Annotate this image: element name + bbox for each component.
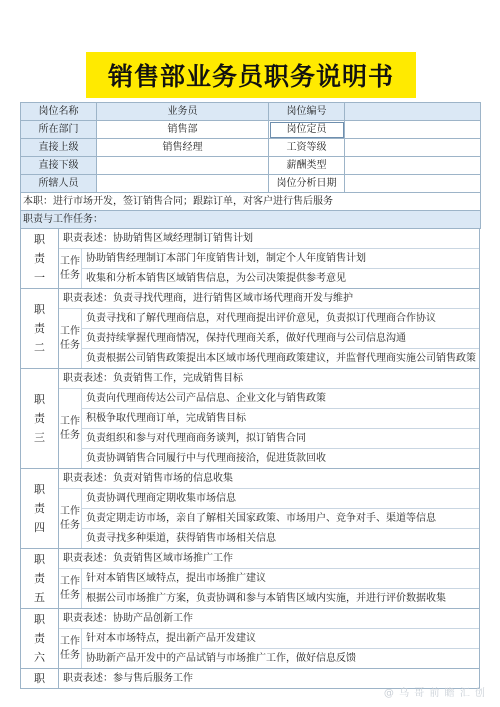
duty-block xyxy=(20,369,480,469)
duty-char: 职 xyxy=(34,613,45,626)
duty-description: 职责表述：负责对销售市场的信息收集 xyxy=(59,469,479,489)
pay-type-value xyxy=(345,157,481,175)
task-item: 负责根据公司销售政策提出本区域市场代理商政策建议，并监督代理商实施公司销售政策 xyxy=(86,353,476,364)
headcount-value xyxy=(345,121,481,139)
duty-char: 四 xyxy=(34,521,45,534)
duty-char: 六 xyxy=(34,651,45,664)
superior-value: 销售经理 xyxy=(97,139,269,157)
work-label: 工作 xyxy=(60,415,80,427)
duty-description: 职责表述：协助产品创新工作 xyxy=(59,609,479,629)
pay-type-label: 薪酬类型 xyxy=(269,157,345,175)
task-tag xyxy=(59,389,82,468)
page-title: 销售部业务员职务说明书 xyxy=(107,62,394,91)
position-code-label: 岗位编号 xyxy=(269,103,345,121)
task-item: 负责定期走访市场，亲自了解相关国家政策、市场用户、竞争对手、渠道等信息 xyxy=(82,509,479,529)
task-item: 积极争取代理商订单，完成销售目标 xyxy=(82,409,479,429)
analysis-date-label: 岗位分析日期 xyxy=(269,175,345,193)
position-code-value xyxy=(345,103,481,121)
task-tag xyxy=(59,489,82,548)
subordinate-value xyxy=(97,157,269,175)
position-name-label: 岗位名称 xyxy=(21,103,97,121)
watermark: @ 乌 哥 前 瞻 汇 创 xyxy=(383,688,486,699)
work-label: 工作 xyxy=(60,255,80,267)
duty-char: 三 xyxy=(34,431,45,444)
task-label: 任务 xyxy=(60,429,80,441)
duty-label xyxy=(21,669,59,688)
duty-char: 职 xyxy=(34,393,45,406)
duties-heading-row xyxy=(21,211,481,229)
task-item: 负责协调代理商定期收集市场信息 xyxy=(82,489,479,509)
duty-description: 职责表述：负责销售工作，完成销售目标 xyxy=(59,369,479,389)
info-table xyxy=(20,102,481,229)
task-item: 协助销售经理制订本部门年度销售计划，制定个人年度销售计划 xyxy=(82,249,479,269)
salary-grade-label: 工资等级 xyxy=(269,139,345,157)
duty-char: 责 xyxy=(34,412,45,425)
task-label: 任务 xyxy=(60,589,80,601)
task-item: 负责持续掌握代理商情况，保持代理商关系，做好代理商与公司信息沟通 xyxy=(82,329,479,349)
duty-char: 责 xyxy=(34,572,45,585)
task-label: 任务 xyxy=(60,649,80,661)
task-item: 针对本销售区域特点，提出市场推广建议 xyxy=(82,569,479,589)
salary-grade-value xyxy=(345,139,481,157)
duty-description: 职责表述：负责销售区域市场推广工作 xyxy=(59,549,479,569)
task-item: 针对本市场特点，提出新产品开发建议 xyxy=(82,629,479,649)
duty-char: 职 xyxy=(34,303,45,316)
task-label: 任务 xyxy=(60,269,80,281)
duty-char: 五 xyxy=(34,591,45,604)
task-item: 协助新产品开发中的产品试销与市场推广工作，做好信息反馈 xyxy=(86,653,356,664)
duty-char: 职 xyxy=(34,233,45,246)
task-tag xyxy=(59,309,82,368)
info-row xyxy=(21,139,481,157)
staff-value xyxy=(97,175,269,193)
header-row xyxy=(21,103,481,121)
task-item: 负责组织和参与对代理商商务谈判，拟订销售合同 xyxy=(82,429,479,449)
task-item: 负责向代理商传达公司产品信息、企业文化与销售政策 xyxy=(82,389,479,409)
duty-char: 责 xyxy=(34,502,45,515)
info-row xyxy=(21,157,481,175)
duty-char: 职 xyxy=(34,483,45,496)
task-item: 负责协调销售合同履行中与代理商接洽，促进货款回收 xyxy=(86,453,326,464)
position-name-value: 业务员 xyxy=(97,103,269,121)
superior-label: 直接上级 xyxy=(21,139,97,157)
duty-label xyxy=(21,549,59,608)
duty-char: 一 xyxy=(34,271,45,284)
duty-block xyxy=(20,609,480,669)
task-item: 负责寻找多种渠道，获得销售市场相关信息 xyxy=(86,533,276,544)
task-label: 任务 xyxy=(60,339,80,351)
task-tag xyxy=(59,569,82,608)
duty-block xyxy=(20,469,480,549)
duty-block xyxy=(20,549,480,609)
duty-char: 职 xyxy=(34,553,45,566)
duty-summary: 本职：进行市场开发，签订销售合同；跟踪订单，对客户进行售后服务 xyxy=(21,193,481,211)
task-item: 根据公司市场推广方案，负责协调和参与本销售区域内实施，并进行评价数据收集 xyxy=(86,593,446,604)
work-label: 工作 xyxy=(60,505,80,517)
duty-label xyxy=(21,609,59,668)
duty-char: 责 xyxy=(34,252,45,265)
info-row xyxy=(21,121,481,139)
duties-heading: 职责与工作任务： xyxy=(21,211,481,229)
duty-label xyxy=(21,469,59,548)
duty-block xyxy=(20,289,480,369)
task-label: 任务 xyxy=(60,519,80,531)
duty-char: 二 xyxy=(34,341,45,354)
duty-description: 职责表述：负责寻找代理商，进行销售区域市场代理商开发与维护 xyxy=(59,289,479,309)
summary-row xyxy=(21,193,481,211)
task-item: 收集和分析本销售区域销售信息，为公司决策提供参考意见 xyxy=(86,273,346,284)
department-value: 销售部 xyxy=(97,121,269,139)
duty-block xyxy=(20,229,480,289)
staff-label: 所辖人员 xyxy=(21,175,97,193)
task-tag xyxy=(59,629,82,668)
duty-description: 职责表述：参与售后服务工作 xyxy=(63,673,193,684)
department-label: 所在部门 xyxy=(21,121,97,139)
duty-label xyxy=(21,369,59,468)
analysis-date-value xyxy=(345,175,481,193)
duty-description: 职责表述：协助销售区域经理制订销售计划 xyxy=(59,229,479,249)
duty-char: 责 xyxy=(34,322,45,335)
task-tag xyxy=(59,249,82,288)
job-description-sheet xyxy=(20,102,480,689)
duty-label xyxy=(21,289,59,368)
headcount-label: 岗位定员 xyxy=(269,121,345,139)
title-banner xyxy=(86,52,416,98)
work-label: 工作 xyxy=(60,635,80,647)
work-label: 工作 xyxy=(60,325,80,337)
info-row xyxy=(21,175,481,193)
duty-label xyxy=(21,229,59,288)
work-label: 工作 xyxy=(60,575,80,587)
task-item: 负责寻找和了解代理商信息，对代理商提出评价意见，负责拟订代理商合作协议 xyxy=(82,309,479,329)
duty-char: 责 xyxy=(34,632,45,645)
subordinate-label: 直接下级 xyxy=(21,157,97,175)
duty-char: 职 xyxy=(34,672,45,685)
